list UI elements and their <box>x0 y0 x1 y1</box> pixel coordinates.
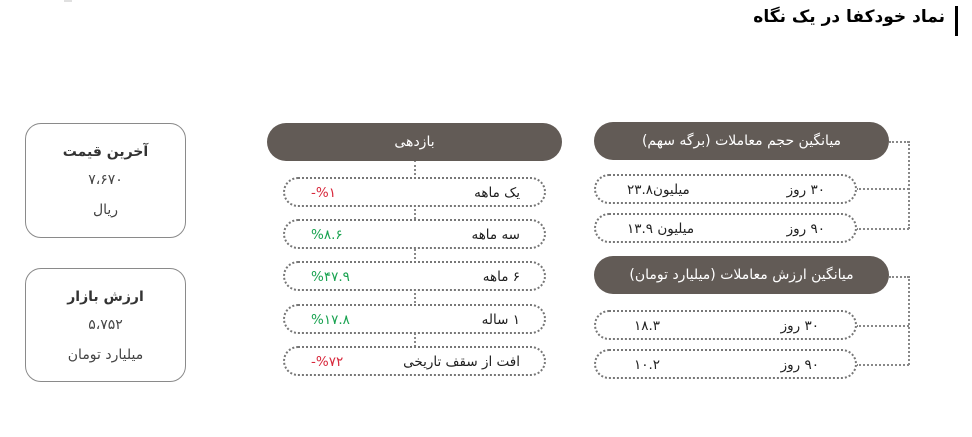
volume-connector-row-30 <box>856 188 909 190</box>
return-label: افت از سقف تاریخی <box>403 354 520 370</box>
value-traded-value: ۱۸.۳ <box>634 318 661 334</box>
volume-connector-row-90 <box>856 228 909 230</box>
value-connector-header <box>889 276 909 278</box>
volume-value: ۲۳.۸میلیون <box>627 182 690 198</box>
return-value: -%۷۲ <box>311 354 344 370</box>
last-price-card <box>25 123 186 238</box>
value-traded-row-90 <box>594 349 857 379</box>
return-row-6-month <box>283 261 546 291</box>
volume-connector-header <box>889 141 909 143</box>
return-row-1-month <box>283 177 546 207</box>
volume-row-30 <box>594 174 857 204</box>
return-label: ۱ ساله <box>481 312 520 328</box>
return-value: %۸.۶ <box>311 227 343 243</box>
return-value: -%۱ <box>311 185 336 201</box>
return-label: سه ماهه <box>471 227 520 243</box>
return-label: یک ماهه <box>474 185 520 201</box>
volume-connector-vertical <box>908 141 910 229</box>
value-connector-vertical <box>908 276 910 365</box>
volume-label: ۹۰ روز <box>786 221 825 237</box>
value-traded-row-30 <box>594 310 857 340</box>
return-row-1-year <box>283 304 546 334</box>
value-traded-label: ۹۰ روز <box>780 357 819 373</box>
volume-header: میانگین حجم معاملات (برگه سهم) <box>594 122 889 160</box>
return-row-3-month <box>283 219 546 249</box>
value-traded-header: میانگین ارزش معاملات (میلیارد تومان) <box>594 256 889 294</box>
market-value-title: ارزش بازار <box>67 289 144 305</box>
corner-mark <box>64 0 72 2</box>
last-price-unit: ریال <box>92 202 119 218</box>
last-price-title: آخرین قیمت <box>62 144 149 160</box>
last-price-value: ۷،۶۷۰ <box>88 172 123 188</box>
return-row-drawdown <box>283 346 546 376</box>
market-value-unit: میلیارد تومان <box>67 347 144 363</box>
returns-header: بازدهی <box>267 123 562 161</box>
value-traded-value: ۱۰.۲ <box>634 357 661 373</box>
return-value: %۱۷.۸ <box>311 312 350 328</box>
volume-label: ۳۰ روز <box>786 182 825 198</box>
volume-value: ۱۳.۹ میلیون <box>627 221 695 237</box>
value-connector-row-90 <box>856 364 909 366</box>
market-value-card <box>25 268 186 382</box>
return-value: %۴۷.۹ <box>311 269 350 285</box>
value-traded-label: ۳۰ روز <box>780 318 819 334</box>
page-title: نماد خودکفا در یک نگاه <box>753 7 945 27</box>
value-connector-row-30 <box>856 325 909 327</box>
title-accent-bar <box>955 6 958 36</box>
return-label: ۶ ماهه <box>482 269 520 285</box>
volume-row-90 <box>594 213 857 243</box>
market-value-value: ۵،۷۵۲ <box>88 317 123 333</box>
